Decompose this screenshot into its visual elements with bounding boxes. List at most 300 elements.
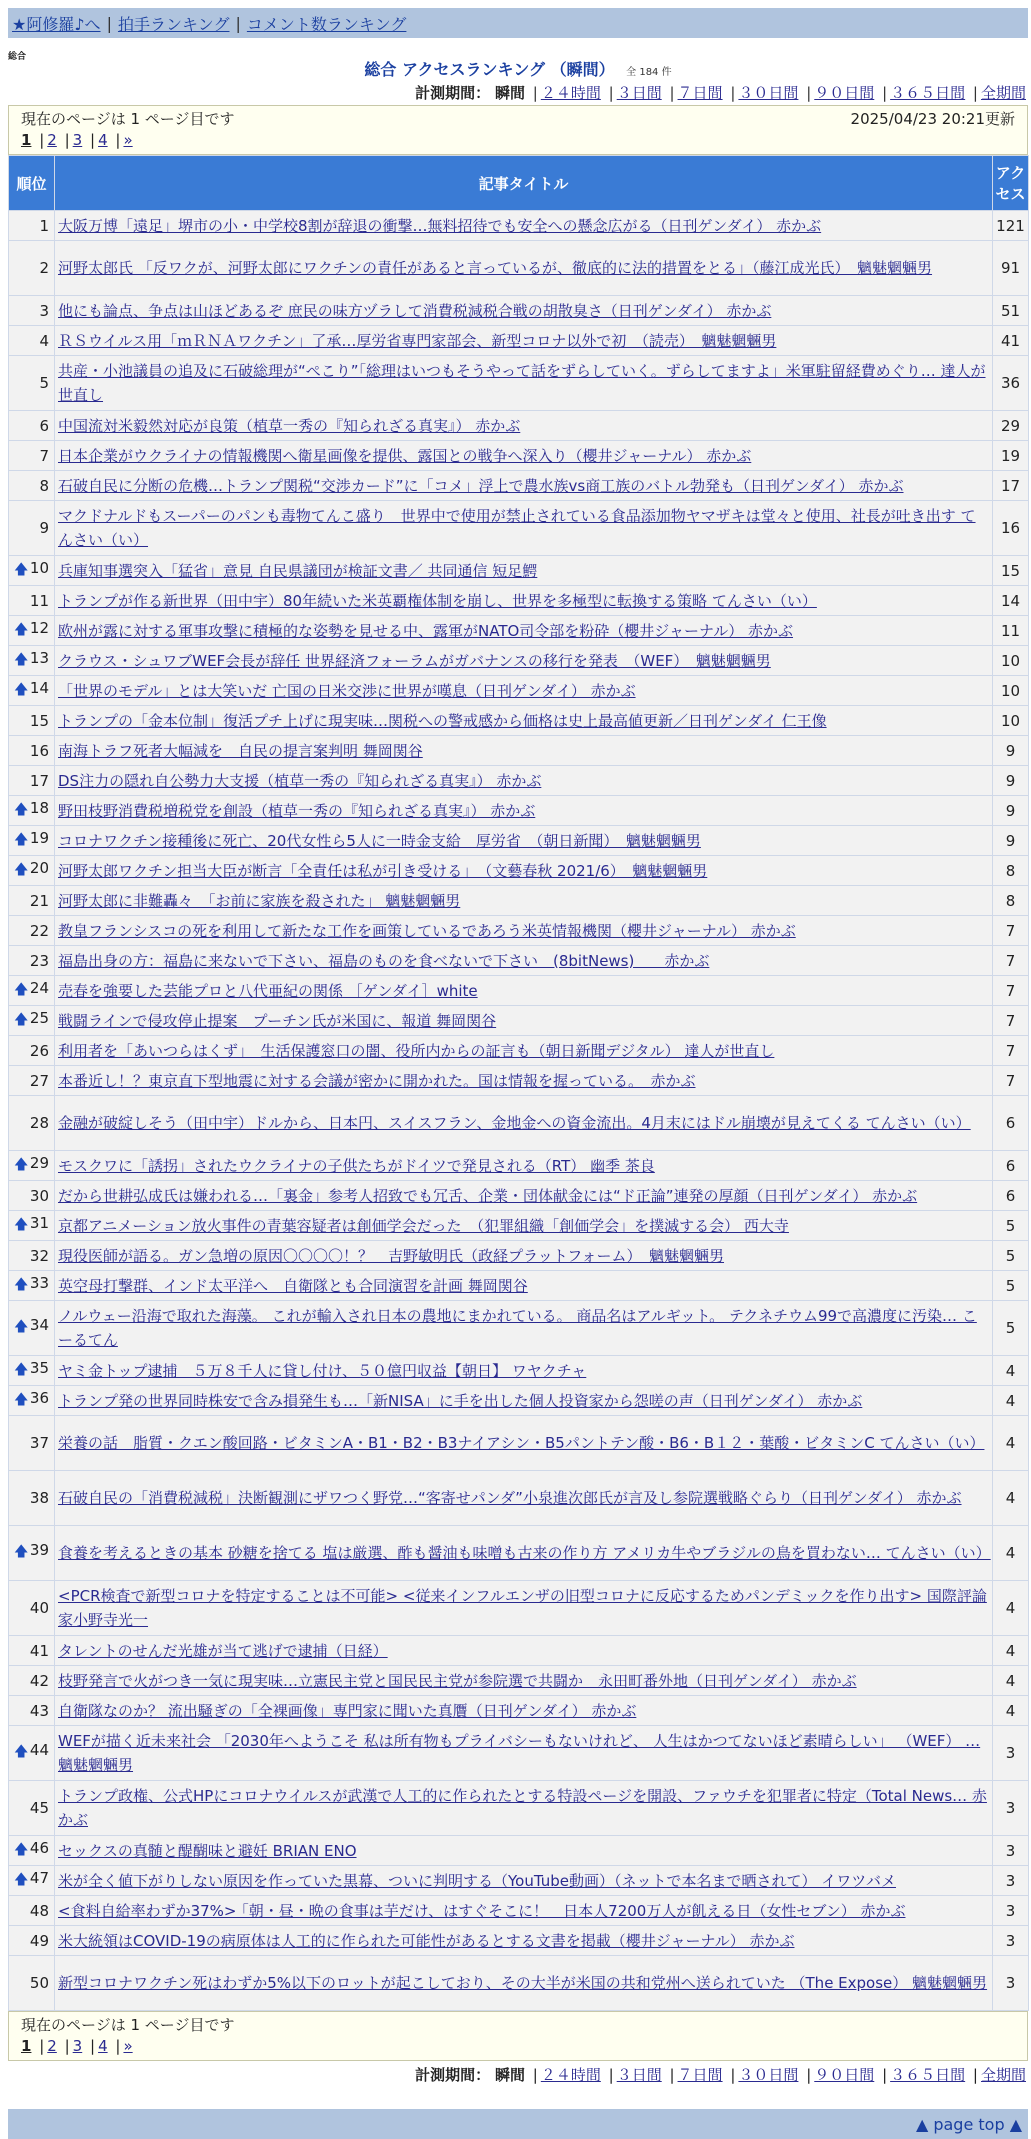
- rank-number: 24: [29, 978, 49, 997]
- article-link[interactable]: 河野太郎に非難轟々 「お前に家族を殺された」 魑魅魍魎男: [58, 891, 461, 910]
- clap-ranking-link[interactable]: 拍手ランキング: [117, 14, 230, 34]
- rank-cell: [9, 326, 55, 356]
- access-count: 5: [993, 1241, 1029, 1271]
- rank-cell: [9, 1956, 55, 2011]
- period-link-7d[interactable]: ７日間: [677, 2066, 723, 2084]
- article-link[interactable]: 河野太郎ワクチン担当大臣が断言「全責任は私が引き受ける」 （文藝春秋 2021/6） 魑魅魍魎男: [58, 861, 708, 880]
- title-cell: [55, 1006, 993, 1036]
- pager-current-page: 1: [21, 2037, 32, 2055]
- period-label: 計測期間：: [415, 2066, 491, 2084]
- article-link[interactable]: 野田枝野消費税増税党を創設（植草一秀の『知られざる真実』） 赤かぶ: [58, 801, 536, 820]
- rank-number: 25: [29, 1008, 49, 1027]
- rank-number: 1: [39, 216, 49, 235]
- article-link[interactable]: <食料自給率わずか37%> ｢朝・昼・晩の食事は芋だけ、はすぐそこに！ 日本人7200万人が飢える日（女性セブン） 赤かぶ: [58, 1901, 906, 1920]
- rank-cell: [9, 471, 55, 501]
- rank-number: 32: [29, 1246, 49, 1265]
- table-row: [9, 616, 1029, 646]
- rank-cell: [9, 1926, 55, 1956]
- period-link-3d[interactable]: ３日間: [616, 2066, 662, 2084]
- article-link[interactable]: 米大統領はCOVID-19の病原体は人工的に作られた可能性があるとする文書を掲載（櫻井ジャーナル） 赤かぶ: [58, 1931, 795, 1950]
- table-row: [9, 1836, 1029, 1866]
- table-row: [9, 1781, 1029, 1836]
- title-cell: [55, 1926, 993, 1956]
- article-link[interactable]: トランプが作る新世界（田中宇）80年続いた米英覇権体制を崩し、世界を多極型に転換する策略 てんさい（い）: [58, 591, 817, 610]
- access-count: 7: [993, 1036, 1029, 1066]
- access-count: 41: [993, 326, 1029, 356]
- rank-number: 21: [29, 891, 49, 910]
- rank-number: 18: [29, 798, 49, 817]
- article-link[interactable]: 自衛隊なのか？ 流出騒ぎの「全裸画像」専門家に聞いた真贋（日刊ゲンダイ） 赤かぶ: [58, 1701, 637, 1720]
- pager-status: 現在のページは 1 ページ目です: [21, 110, 235, 128]
- table-row: [9, 1581, 1029, 1636]
- access-count: 3: [993, 1926, 1029, 1956]
- article-link[interactable]: 兵庫知事選突入「猛省」意見 自民県議団が検証文書／ 共同通信 短足鰐: [58, 561, 538, 580]
- table-row: [9, 1096, 1029, 1151]
- article-link[interactable]: 栄養の話 脂質・クエン酸回路・ビタミンA・B1・B2・B3ナイアシン・B5パントテン酸・B6・B１２・葉酸・ビタミンC てんさい（い）: [58, 1434, 985, 1452]
- period-link-3d[interactable]: ３日間: [616, 84, 662, 102]
- rank-cell: [9, 856, 55, 886]
- rank-cell: [9, 706, 55, 736]
- article-link[interactable]: 現役医師が語る。ガン急増の原因〇〇〇〇！？ 吉野敏明氏（政経プラットフォーム） 魑魅魍魎男: [58, 1246, 725, 1265]
- article-link[interactable]: 枝野発言で火がつき一気に現実味…立憲民主党と国民民主党が参院選で共闘か 永田町番外地（日刊ゲンダイ） 赤かぶ: [58, 1671, 857, 1690]
- rank-number: 11: [29, 591, 49, 610]
- article-link[interactable]: 新型コロナワクチン死はわずか5%以下のロットが起こしており、その大半が米国の共和党州へ送られていた （The Expose） 魑魅魍魎男: [58, 1974, 988, 1992]
- article-link[interactable]: 戦闘ラインで侵攻停止提案 プーチン氏が米国に、報道 舞岡関谷: [58, 1011, 497, 1030]
- article-link[interactable]: 南海トラフ死者大幅減を 自民の提言案判明 舞岡関谷: [58, 741, 423, 760]
- rank-cell: [9, 946, 55, 976]
- table-row: [9, 556, 1029, 586]
- table-row: [9, 1726, 1029, 1781]
- pager-bottom: 現在のページは 1 ページ目です 1 | 2 | 3 | 4 | »: [8, 2011, 1028, 2061]
- title-cell: [55, 1956, 993, 2011]
- access-count: 17: [993, 471, 1029, 501]
- table-row: [9, 1416, 1029, 1471]
- up-arrow-icon: 🡅: [14, 981, 29, 998]
- title-cell: [55, 296, 993, 326]
- up-arrow-icon: 🡅: [14, 1011, 29, 1028]
- up-arrow-icon: 🡅: [14, 651, 29, 668]
- period-link-365d[interactable]: ３６５日間: [890, 84, 966, 102]
- access-count: 7: [993, 1006, 1029, 1036]
- rank-cell: [9, 501, 55, 556]
- pager-link-3[interactable]: 3: [72, 2037, 83, 2055]
- article-link[interactable]: DS注力の隠れ自公勢力大支援（植草一秀の『知られざる真実』） 赤かぶ: [58, 771, 542, 790]
- rank-number: 40: [29, 1599, 49, 1617]
- table-row: [9, 706, 1029, 736]
- table-row: [9, 501, 1029, 556]
- up-arrow-icon: 🡅: [14, 861, 29, 878]
- period-selector-bottom: 計測期間： 瞬間 | ２４時間 | ３日間 | ７日間 | ３０日間 | ９０日間 | ３６５日間 | 全期間: [415, 2066, 1026, 2084]
- rank-number: 17: [29, 771, 49, 790]
- pager-status: 現在のページは 1 ページ目です: [21, 2016, 235, 2034]
- title-cell: [55, 646, 993, 676]
- title-cell: [55, 1866, 993, 1896]
- table-row: [9, 676, 1029, 706]
- table-row: [9, 1151, 1029, 1181]
- period-link-90d[interactable]: ９０日間: [814, 84, 875, 102]
- title-cell: [55, 826, 993, 856]
- article-link[interactable]: マクドナルドもスーパーのパンも毒物てんこ盛り 世界中で使用が禁止されている食品添加物ヤマザキは堂々と使用、社長が吐き出す てんさい（い）: [58, 507, 976, 549]
- rank-number: 41: [29, 1641, 49, 1660]
- title-cell: [55, 1636, 993, 1666]
- rank-cell: [9, 1416, 55, 1471]
- rank-number: 22: [29, 921, 49, 940]
- rank-cell: [9, 766, 55, 796]
- period-link-7d[interactable]: ７日間: [677, 84, 723, 102]
- up-arrow-icon: 🡅: [14, 1391, 29, 1408]
- article-link[interactable]: タレントのせんだ光雄が当て逃げで逮捕（日経）: [58, 1641, 388, 1660]
- top-nav: [8, 8, 1028, 38]
- table-row: [9, 1301, 1029, 1356]
- article-link[interactable]: <PCR検査で新型コロナを特定することは不可能> <従来インフルエンザの旧型コロナに反応するためパンデミックを作り出す> 国際評論家小野寺光一: [58, 1587, 987, 1629]
- table-row: [9, 1896, 1029, 1926]
- article-link[interactable]: 売春を強要した芸能プロと八代亜紀の関係 ［ゲンダイ］white: [58, 981, 478, 1000]
- table-row: [9, 886, 1029, 916]
- article-link[interactable]: コロナワクチン接種後に死亡、20代女性ら5人に一時金支給 厚労省 （朝日新聞） 魑魅魍魎男: [58, 831, 701, 850]
- article-link[interactable]: トランプ発の世界同時株安で含み損発生も…「新NISA」に手を出した個人投資家から怨嗟の声（日刊ゲンダイ） 赤かぶ: [58, 1391, 863, 1410]
- table-row: [9, 976, 1029, 1006]
- article-link[interactable]: 食養を考えるときの基本 砂糖を捨てる 塩は厳選、酢も醤油も味噌も古来の作り方 アメリカ牛やブラジルの鳥を買わない… てんさい（い）: [58, 1544, 991, 1562]
- rank-number: 8: [39, 476, 49, 495]
- rank-number: 30: [29, 1186, 49, 1205]
- rank-cell: [9, 1781, 55, 1836]
- article-link[interactable]: セックスの真髄と醍醐味と避妊 BRIAN ENO: [58, 1841, 357, 1860]
- access-count: 5: [993, 1301, 1029, 1356]
- rank-cell: [9, 616, 55, 646]
- title-cell: [55, 1181, 993, 1211]
- page-title: [8, 59, 1028, 81]
- col-count-header: アクセス: [993, 156, 1029, 211]
- rank-cell: [9, 1096, 55, 1151]
- rank-number: 2: [39, 259, 49, 277]
- title-cell: [55, 411, 993, 441]
- rank-number: 38: [29, 1489, 49, 1507]
- access-count: 4: [993, 1356, 1029, 1386]
- access-count: 3: [993, 1781, 1029, 1836]
- rank-cell: [9, 736, 55, 766]
- pager-current-page: 1: [21, 131, 32, 149]
- access-count: 16: [993, 501, 1029, 556]
- pager-link-4[interactable]: 4: [98, 2037, 108, 2055]
- article-link[interactable]: トランプの「金本位制」復活プチ上げに現実味…関税への警戒感から価格は史上最高値更新／日刊ゲンダイ 仁王像: [58, 711, 827, 730]
- article-link[interactable]: ノルウェー沿海で取れた海藻。 これが輸入され日本の農地にまかれている。 商品名はアルギット。 テクネチウム99で高濃度に汚染… こーるてん: [58, 1307, 977, 1349]
- rank-cell: [9, 916, 55, 946]
- rank-cell: [9, 241, 55, 296]
- access-count: 51: [993, 296, 1029, 326]
- access-count: 9: [993, 796, 1029, 826]
- access-count: 4: [993, 1666, 1029, 1696]
- period-current: 瞬間: [494, 2066, 525, 2084]
- table-row: [9, 296, 1029, 326]
- up-arrow-icon: 🡅: [14, 681, 29, 698]
- table-row: [9, 1006, 1029, 1036]
- up-arrow-icon: 🡅: [14, 1744, 29, 1760]
- period-link-30d[interactable]: ３０日間: [738, 84, 799, 102]
- article-link[interactable]: 日本企業がウクライナの情報機関へ衛星画像を提供、露国との戦争へ深入り（櫻井ジャーナル） 赤かぶ: [58, 446, 752, 465]
- title-cell: [55, 1836, 993, 1866]
- table-row: [9, 946, 1029, 976]
- title-cell: [55, 1416, 993, 1471]
- up-arrow-icon: 🡅: [14, 621, 29, 638]
- access-count: 6: [993, 1181, 1029, 1211]
- title-cell: [55, 586, 993, 616]
- title-cell: [55, 616, 993, 646]
- title-cell: [55, 1781, 993, 1836]
- article-link[interactable]: 英空母打撃群、インド太平洋へ 自衛隊とも合同演習を計画 舞岡関谷: [58, 1276, 528, 1295]
- access-count: 8: [993, 856, 1029, 886]
- access-count: 8: [993, 886, 1029, 916]
- rank-cell: [9, 1271, 55, 1301]
- title-cell: [55, 1666, 993, 1696]
- rank-number: 12: [29, 618, 49, 637]
- rank-cell: [9, 211, 55, 241]
- rank-number: 20: [29, 858, 49, 877]
- period-link-24h[interactable]: ２４時間: [540, 2066, 601, 2084]
- table-row: [9, 356, 1029, 411]
- title-cell: [55, 766, 993, 796]
- rank-cell: [9, 1696, 55, 1726]
- rank-cell: [9, 976, 55, 1006]
- rank-number: 44: [29, 1741, 49, 1759]
- article-link[interactable]: 共産・小池議員の追及に石破総理が“ぺこり”「総理はいつもそうやって話をずらしていく。ずらしてますよ」米軍駐留経費めぐり… 達人が世直し: [58, 362, 986, 404]
- rank-number: 14: [29, 678, 49, 697]
- access-count: 3: [993, 1726, 1029, 1781]
- rank-number: 13: [29, 648, 49, 667]
- pager-next[interactable]: »: [123, 2037, 133, 2055]
- access-count: 6: [993, 1096, 1029, 1151]
- rank-number: 43: [29, 1701, 49, 1720]
- access-count: 7: [993, 976, 1029, 1006]
- article-link[interactable]: 福島出身の方：福島に来ないで下さい、福島のものを食べないで下さい (8bitNews) 赤かぶ: [58, 951, 710, 970]
- title-cell: [55, 1726, 993, 1781]
- title-cell: [55, 1301, 993, 1356]
- rank-cell: [9, 1666, 55, 1696]
- table-row: [9, 1386, 1029, 1416]
- title-cell: [55, 1526, 993, 1581]
- rank-number: 27: [29, 1071, 49, 1090]
- rank-cell: [9, 356, 55, 411]
- pager-next[interactable]: »: [123, 131, 133, 149]
- rank-cell: [9, 1006, 55, 1036]
- article-link[interactable]: 他にも論点、争点は山ほどあるぞ 庶民の味方ヅラして消費税減税合戦の胡散臭さ（日刊ゲンダイ） 赤かぶ: [58, 301, 772, 320]
- table-row: [9, 736, 1029, 766]
- rank-cell: [9, 1866, 55, 1896]
- title-cell: [55, 501, 993, 556]
- table-row: [9, 1066, 1029, 1096]
- rank-cell: [9, 586, 55, 616]
- rank-cell: [9, 796, 55, 826]
- title-cell: [55, 1696, 993, 1726]
- site-label: 総合: [8, 52, 27, 62]
- article-link[interactable]: 金融が破綻しそう（田中宇）ドルから、日本円、スイスフラン、金地金への資金流出。4月末にはドル崩壊が見えてくる てんさい（い）: [58, 1114, 971, 1132]
- up-arrow-icon: 🡅: [14, 1276, 29, 1293]
- rank-number: 36: [29, 1388, 49, 1407]
- total-count: 全 184 件: [626, 67, 672, 78]
- title-cell: [55, 736, 993, 766]
- up-arrow-icon: 🡅: [14, 1156, 29, 1173]
- page-title-text: 総合 アクセスランキング （瞬間）: [364, 60, 615, 79]
- title-cell: [55, 916, 993, 946]
- rank-cell: [9, 296, 55, 326]
- period-link-all[interactable]: 全期間: [980, 84, 1026, 102]
- table-row: [9, 326, 1029, 356]
- article-link[interactable]: 利用者を「あいつらはくず」 生活保護窓口の闇、役所内からの証言も（朝日新聞デジタル） 達人が世直し: [58, 1041, 775, 1060]
- access-count: 10: [993, 706, 1029, 736]
- article-link[interactable]: 京都アニメーション放火事件の青葉容疑者は創価学会だった （犯罪組織「創価学会」を撲滅する会） 西大寺: [58, 1216, 789, 1235]
- period-selector-top: 計測期間： 瞬間 | ２４時間 | ３日間 | ７日間 | ３０日間 | ９０日間 | ３６５日間 | 全期間: [415, 84, 1026, 102]
- article-link[interactable]: WEFが描く近未来社会 「2030年へようこそ 私は所有物もプライバシーもないけれど、 人生はかつてないほど素晴らしい」 （WEF） … 魑魅魍魎男: [58, 1732, 981, 1774]
- up-arrow-icon: 🡅: [14, 1841, 29, 1858]
- period-link-24h[interactable]: ２４時間: [540, 84, 601, 102]
- title-cell: [55, 1271, 993, 1301]
- table-row: [9, 1241, 1029, 1271]
- access-count: 5: [993, 1211, 1029, 1241]
- access-count: 15: [993, 556, 1029, 586]
- access-count: 9: [993, 736, 1029, 766]
- title-cell: [55, 676, 993, 706]
- up-arrow-icon: 🡅: [14, 1361, 29, 1378]
- title-cell: [55, 856, 993, 886]
- table-row: [9, 1356, 1029, 1386]
- article-link[interactable]: トランプ政権、公式HPにコロナウイルスが武漢で人工的に作られたとする特設ページを開設、ファウチを犯罪者に特定（Total News… 赤かぶ: [58, 1787, 987, 1829]
- rank-cell: [9, 1181, 55, 1211]
- rank-cell: [9, 1241, 55, 1271]
- pager-link-4[interactable]: 4: [98, 131, 108, 149]
- article-link[interactable]: だから世耕弘成氏は嫌われる…「裏金」参考人招致でも冗舌、企業・団体献金には“ド正論”連発の厚顔（日刊ゲンダイ） 赤かぶ: [58, 1186, 918, 1205]
- period-link-90d[interactable]: ９０日間: [814, 2066, 875, 2084]
- article-link[interactable]: 欧州が露に対する軍事攻撃に積極的な姿勢を見せる中、露軍がNATO司令部を粉砕（櫻井ジャーナル） 赤かぶ: [58, 621, 794, 640]
- title-cell: [55, 706, 993, 736]
- article-link[interactable]: ヤミ金トップ逮捕 ５万８千人に貸し付け、５０億円収益【朝日】 ワヤクチャ: [58, 1361, 587, 1380]
- rank-cell: [9, 1526, 55, 1581]
- title-cell: [55, 1211, 993, 1241]
- table-row: [9, 441, 1029, 471]
- rank-cell: [9, 1151, 55, 1181]
- table-row: [9, 1526, 1029, 1581]
- rank-cell: [9, 411, 55, 441]
- article-link[interactable]: 河野太郎氏 「反ワクが、河野太郎にワクチンの責任があると言っているが、徹底的に法的措置をとる」（藤江成光氏） 魑魅魍魎男: [58, 259, 933, 277]
- pager-link-2[interactable]: 2: [47, 2037, 57, 2055]
- table-row: [9, 1956, 1029, 2011]
- access-count: 3: [993, 1836, 1029, 1866]
- article-link[interactable]: モスクワに「誘拐」されたウクライナの子供たちがドイツで発見される（RT） 幽季 茶良: [58, 1156, 655, 1175]
- access-count: 4: [993, 1386, 1029, 1416]
- article-link[interactable]: 本番近し！？東京直下型地震に対する会議が密かに開かれた。国は情報を握っている。 赤かぶ: [58, 1071, 696, 1090]
- rank-cell: [9, 556, 55, 586]
- access-count: 10: [993, 646, 1029, 676]
- title-cell: [55, 241, 993, 296]
- rank-number: 5: [39, 374, 49, 392]
- access-count: 3: [993, 1956, 1029, 2011]
- rank-number: 31: [29, 1213, 49, 1232]
- page-top-link[interactable]: ▲ page top ▲: [915, 2114, 1022, 2134]
- nav-separator: |: [235, 13, 241, 33]
- comment-ranking-link[interactable]: コメント数ランキング: [246, 14, 407, 34]
- rank-number: 4: [39, 331, 49, 350]
- access-count: 7: [993, 916, 1029, 946]
- table-row: [9, 211, 1029, 241]
- rank-number: 10: [29, 558, 49, 577]
- title-cell: [55, 1386, 993, 1416]
- rank-cell: [9, 1211, 55, 1241]
- nav-separator: |: [106, 13, 112, 33]
- rank-number: 37: [29, 1434, 49, 1452]
- table-row: [9, 1271, 1029, 1301]
- access-count: 4: [993, 1581, 1029, 1636]
- article-link[interactable]: 教皇フランシスコの死を利用して新たな工作を画策しているであろう米英情報機関（櫻井ジャーナル） 赤かぶ: [58, 921, 796, 940]
- up-arrow-icon: 🡅: [14, 1319, 29, 1335]
- title-cell: [55, 976, 993, 1006]
- col-title-header: 記事タイトル: [55, 156, 993, 211]
- article-link[interactable]: 「世界のモデル」とは大笑いだ 亡国の日米交渉に世界が嘆息（日刊ゲンダイ） 赤かぶ: [58, 681, 636, 700]
- title-cell: [55, 211, 993, 241]
- title-cell: [55, 1151, 993, 1181]
- table-row: [9, 796, 1029, 826]
- access-count: 4: [993, 1416, 1029, 1471]
- article-link[interactable]: クラウス・シュワブWEF会長が辞任 世界経済フォーラムがガバナンスの移行を発表 （WEF） 魑魅魍魎男: [58, 651, 771, 670]
- rank-cell: [9, 1581, 55, 1636]
- title-cell: [55, 1241, 993, 1271]
- access-count: 91: [993, 241, 1029, 296]
- article-link[interactable]: 石破自民に分断の危機…トランプ関税“交渉カード”に「コメ」浮上で農水族vs商工族のバトル勃発も（日刊ゲンダイ） 赤かぶ: [58, 476, 904, 495]
- page: [8, 8, 1028, 2139]
- up-arrow-icon: 🡅: [14, 561, 29, 578]
- home-link[interactable]: ★阿修羅♪へ: [12, 14, 101, 34]
- title-cell: [55, 1066, 993, 1096]
- rank-number: 46: [29, 1838, 49, 1857]
- title-cell: [55, 1471, 993, 1526]
- rank-number: 33: [29, 1273, 49, 1292]
- rank-number: 35: [29, 1358, 49, 1377]
- title-cell: [55, 1896, 993, 1926]
- access-count: 4: [993, 1636, 1029, 1666]
- table-row: [9, 766, 1029, 796]
- table-row: [9, 646, 1029, 676]
- title-cell: [55, 556, 993, 586]
- article-link[interactable]: 石破自民の「消費税減税」決断観測にザワつく野党…“客寄せパンダ”小泉進次郎氏が言及し参院選戦略ぐらり（日刊ゲンダイ） 赤かぶ: [58, 1489, 962, 1507]
- title-cell: [55, 1356, 993, 1386]
- table-row: [9, 856, 1029, 886]
- access-count: 36: [993, 356, 1029, 411]
- access-count: 14: [993, 586, 1029, 616]
- table-row: [9, 1636, 1029, 1666]
- pager-link-2[interactable]: 2: [47, 131, 57, 149]
- article-link[interactable]: ＲＳウイルス用「ｍＲＮＡワクチン」了承…厚労省専門家部会、新型コロナ以外で初 （読売） 魑魅魍魎男: [58, 331, 777, 350]
- title-cell: [55, 356, 993, 411]
- access-count: 9: [993, 826, 1029, 856]
- access-count: 7: [993, 946, 1029, 976]
- period-link-30d[interactable]: ３０日間: [738, 2066, 799, 2084]
- access-count: 5: [993, 1271, 1029, 1301]
- table-row: [9, 471, 1029, 501]
- table-row: [9, 411, 1029, 441]
- rank-cell: [9, 886, 55, 916]
- article-link[interactable]: 米が全く値下がりしない原因を作っていた黒幕、ついに判明する（YouTube動画）（ネットで本名まで晒されて） イワツバメ: [58, 1871, 896, 1890]
- rank-number: 7: [39, 446, 49, 465]
- rank-number: 3: [39, 301, 49, 320]
- period-link-365d[interactable]: ３６５日間: [890, 2066, 966, 2084]
- access-count: 19: [993, 441, 1029, 471]
- access-count: 11: [993, 616, 1029, 646]
- period-label: 計測期間：: [415, 84, 491, 102]
- pager-link-3[interactable]: 3: [72, 131, 83, 149]
- period-current: 瞬間: [494, 84, 525, 102]
- period-link-all[interactable]: 全期間: [980, 2066, 1026, 2084]
- article-link[interactable]: 大阪万博「遠足」堺市の小・中学校8割が辞退の衝撃…無料招待でも安全への懸念広がる（日刊ゲンダイ） 赤かぶ: [58, 216, 822, 235]
- rank-number: 19: [29, 828, 49, 847]
- article-link[interactable]: 中国流対米毅然対応が良策（植草一秀の『知られざる真実』） 赤かぶ: [58, 416, 521, 435]
- table-row: [9, 1666, 1029, 1696]
